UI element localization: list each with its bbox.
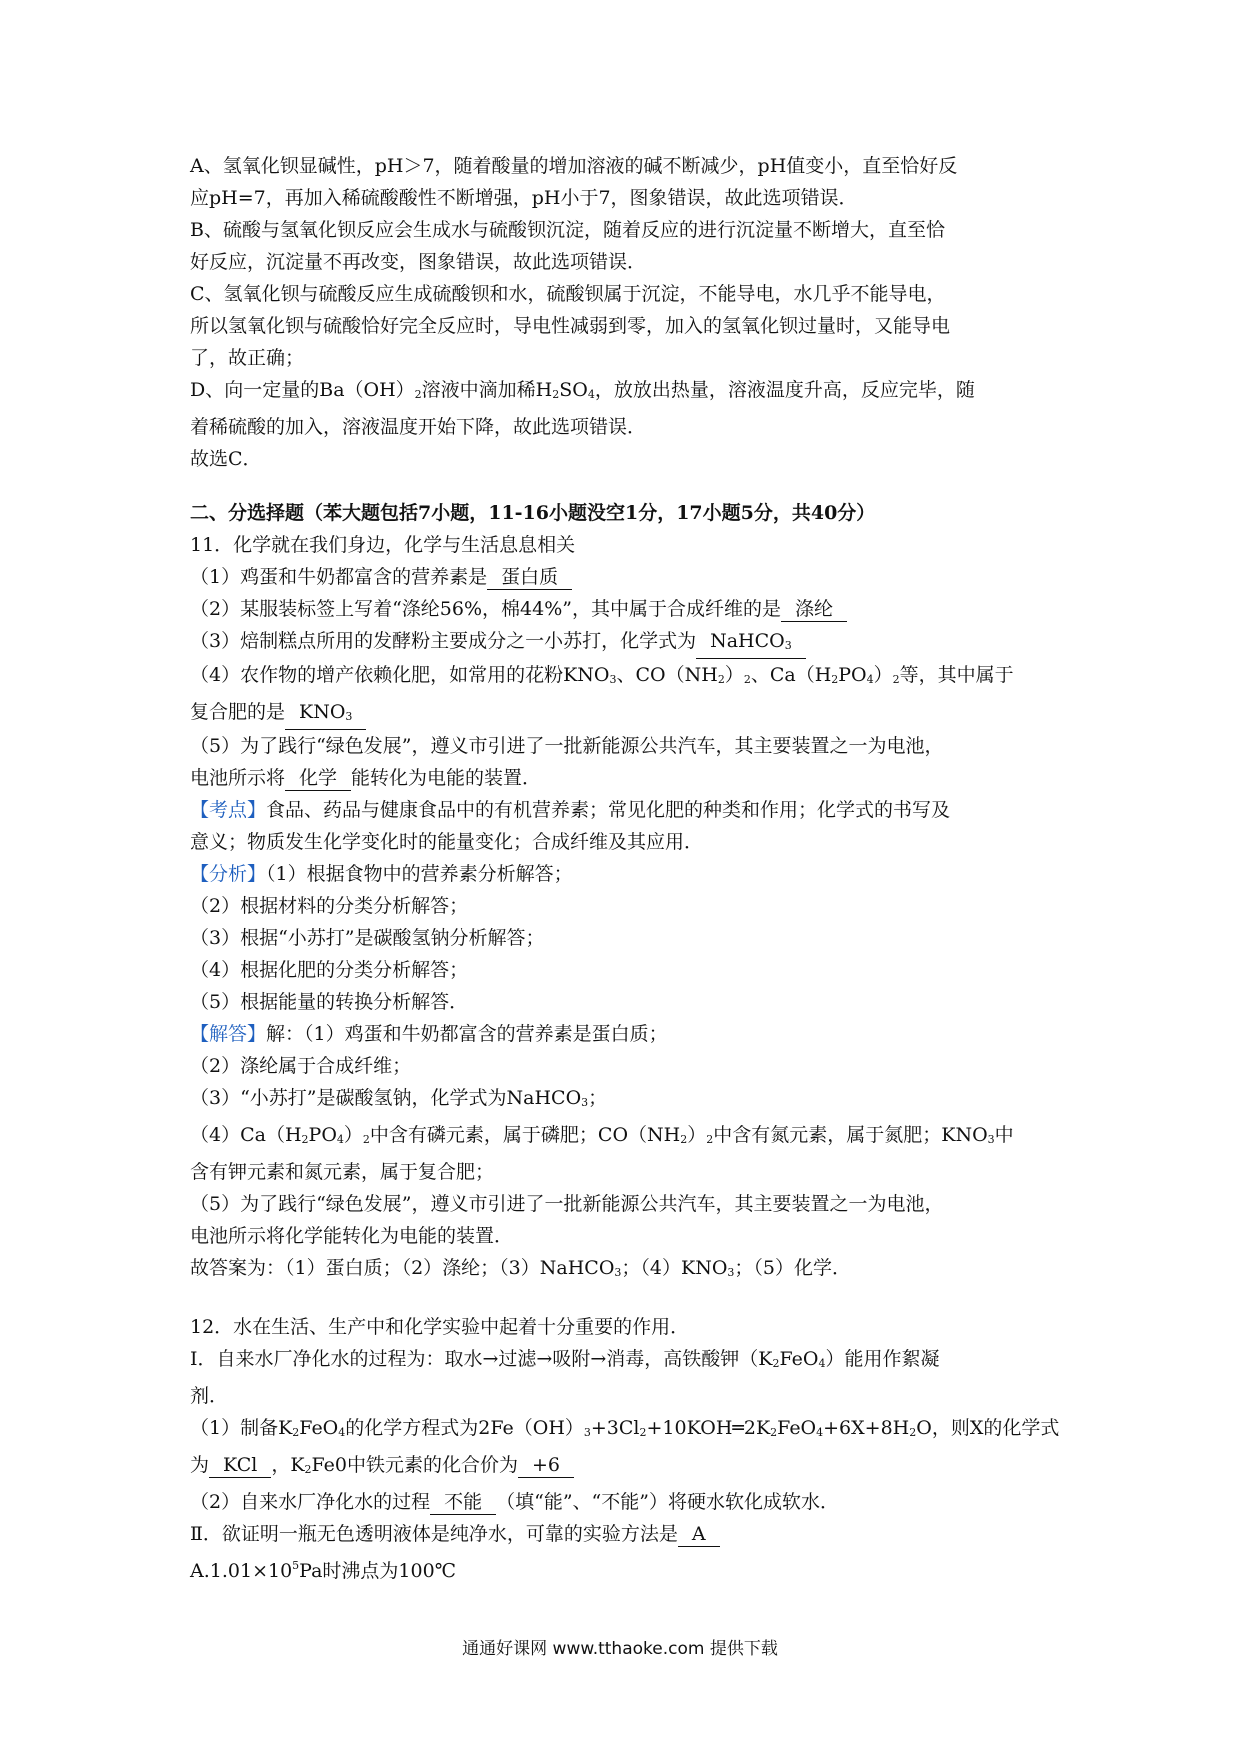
answer-blank: 涤纶 bbox=[781, 597, 847, 622]
answer-blank: KCl bbox=[209, 1453, 271, 1478]
answer-blank: $KNO_3$ bbox=[285, 700, 366, 730]
text-line: 应pH=7，再加入稀硫酸酸性不断增强，pH小于7，图象错误，故此选项错误． bbox=[190, 187, 858, 209]
text-line: 电池所示将化学能转化为电能的装置． bbox=[190, 1225, 514, 1247]
question-title: 12．水在生活、生产中和化学实验中起着十分重要的作用． bbox=[190, 1316, 690, 1338]
document-body bbox=[190, 150, 1060, 1587]
text-line: 剂． bbox=[190, 1385, 229, 1407]
text-line: 所以氢氧化钡与硫酸恰好完全反应时，导电性减弱到零，加入的氢氧化钡过量时，又能导电 bbox=[190, 315, 951, 337]
text-line: （5）根据能量的转换分析解答． bbox=[190, 991, 469, 1013]
text-line: （3）“小苏打”是碳酸氢钠，化学式为NaHCO$_3$； bbox=[190, 1087, 608, 1109]
text-line: C、氢氧化钡与硫酸反应生成硫酸钡和水，硫酸钡属于沉淀，不能导电，水几乎不能导电， bbox=[190, 283, 946, 305]
question-title: 11．化学就在我们身边，化学与生活息息相关 bbox=[190, 534, 576, 556]
text-line: 了，故正确； bbox=[190, 347, 305, 369]
fenxi-tag: 【分析】 bbox=[190, 863, 267, 885]
text-line: （4）根据化肥的分类分析解答； bbox=[190, 959, 469, 981]
text-line: Ⅱ．欲证明一瓶无色透明液体是纯净水，可靠的实验方法是 A bbox=[190, 1518, 1060, 1550]
footer-text: 通通好课网 www.tthaoke.com 提供下载 bbox=[462, 1639, 778, 1659]
text-line: 含有钾元素和氮元素，属于复合肥； bbox=[190, 1161, 495, 1183]
answer-blank: 蛋白质 bbox=[487, 565, 572, 590]
text-line: 【解答】解：（1）鸡蛋和牛奶都富含的营养素是蛋白质； bbox=[190, 1023, 668, 1045]
answer-blank: 化学 bbox=[285, 766, 351, 791]
text-line: （2）根据材料的分类分析解答； bbox=[190, 895, 469, 917]
text-line: B、硫酸与氢氧化钡反应会生成水与硫酸钡沉淀，随着反应的进行沉淀量不断增大，直至恰 bbox=[190, 219, 945, 241]
text-line: （4）农作物的增产依赖化肥，如常用的花粉$KNO_3$、$CO(NH_2)_2$、$Ca(H_2PO_4)_2$等，其中属于 bbox=[190, 664, 1014, 686]
text-line: （5）为了践行“绿色发展”，遵义市引进了一批新能源公共汽车，其主要装置之一为电池， bbox=[190, 1193, 944, 1215]
text-line: （1）鸡蛋和牛奶都富含的营养素是 蛋白质 bbox=[190, 561, 1060, 593]
text-line: （2）涤纶属于合成纤维； bbox=[190, 1055, 412, 1077]
text-line: 好反应，沉淀量不再改变，图象错误，故此选项错误． bbox=[190, 251, 647, 273]
text-line: 复合肥的是 $KNO_3$ bbox=[190, 696, 1060, 730]
text-line: 意义；物质发生化学变化时的能量变化；合成纤维及其应用． bbox=[190, 831, 704, 853]
text-line: 【考点】食品、药品与健康食品中的有机营养素；常见化肥的种类和作用；化学式的书写及 bbox=[190, 799, 951, 821]
text-line: Ⅰ．自来水厂净化水的过程为：取水→过滤→吸附→消毒，高铁酸钾$(K_2FeO_4)$能用作絮凝 bbox=[190, 1348, 940, 1370]
text-line: 着稀硫酸的加入，溶液温度开始下降，故此选项错误． bbox=[190, 416, 647, 438]
kaodian-tag: 【考点】 bbox=[190, 799, 267, 821]
text-line: $A.1.01\times 10^5Pa$时沸点为100℃ bbox=[190, 1559, 456, 1582]
text-line: （2）自来水厂净化水的过程 不能 （填“能”、“不能”）将硬水软化成软水． bbox=[190, 1491, 839, 1513]
text-line: （1）制备$K_2FeO_4$的化学方程式为$2Fe(OH)_3+3Cl_2+10KOH═2K_2FeO_4+6X+8H_2O$，则X的化学式 bbox=[190, 1417, 1060, 1439]
text-line: 电池所示将 化学 能转化为电能的装置． bbox=[190, 767, 542, 789]
answer-blank: +6 bbox=[518, 1453, 574, 1478]
text-line: $(4)Ca(H_2PO_4)_2$中含有磷元素，属于磷肥；$CO(NH_2)_2$中含有氮元素，属于氮肥；$KNO_3$中 bbox=[190, 1124, 1014, 1146]
text-line: D、向一定量的$Ba(OH)_2$溶液中滴加稀$H_2SO_4$，放放出热量，溶液温度升高，反应完毕，随 bbox=[190, 379, 975, 401]
answer-blank: NaHCO$_3$ bbox=[696, 629, 806, 659]
text-line: 为 KCl ，$K_2Fe0$中铁元素的化合价为 +6 bbox=[190, 1449, 1060, 1486]
text-line: （3）根据“小苏打”是碳酸氢钠分析解答； bbox=[190, 927, 545, 949]
section-heading: 二、分选择题（苯大题包括7小题，11-16小题没空1分，17小题5分，共40分） bbox=[190, 502, 876, 524]
text-line: （2）某服装标签上写着“涤纶56%，棉44%”，其中属于合成纤维的是 涤纶 bbox=[190, 593, 1060, 625]
answer-blank: 不能 bbox=[430, 1490, 496, 1515]
text-line: 【分析】（1）根据食物中的营养素分析解答； bbox=[190, 863, 573, 885]
jieda-tag: 【解答】 bbox=[190, 1023, 267, 1045]
text-line: （3）焙制糕点所用的发酵粉主要成分之一小苏打，化学式为 NaHCO$_3$ bbox=[190, 625, 1060, 659]
text-line: 故选C． bbox=[190, 448, 262, 470]
text-line: （5）为了践行“绿色发展”，遵义市引进了一批新能源公共汽车，其主要装置之一为电池， bbox=[190, 735, 944, 757]
text-line: A、氢氧化钡显碱性，pH＞7，随着酸量的增加溶液的碱不断减少，pH值变小，直至恰好反 bbox=[190, 155, 958, 177]
answer-blank: A bbox=[678, 1522, 720, 1547]
text-line: 故答案为：（1）蛋白质；（2）涤纶；（3）NaHCO$_3$；$(4)KNO_3$；（5）化学． bbox=[190, 1257, 851, 1279]
